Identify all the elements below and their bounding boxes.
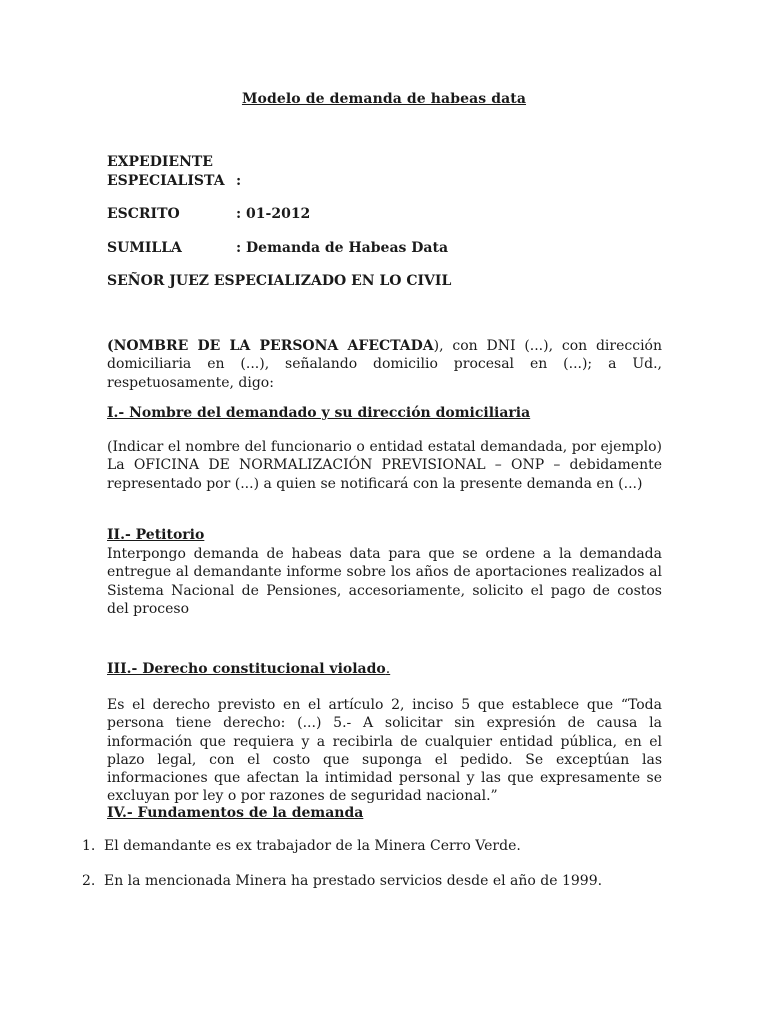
section-3-body: Es el derecho previsto en el artículo 2, inciso 5 que establece que “Toda persona tiene derecho: (...) 5.- A solicitar sin expresión de causa la información que requiera y a recibirla de cualquier entidad pública, en el plazo legal, con el costo que suponga el pedido. Se exceptúan las informaciones que afectan la intimidad personal y las que expresamente se excluyan por ley o por razones de seguridad nacional.” xyxy=(107,697,662,805)
field-value: : xyxy=(236,173,242,189)
section-4-heading: IV.- Fundamentos de la demanda xyxy=(107,805,364,821)
section-1-heading: I.- Nombre del demandado y su dirección domiciliaria xyxy=(107,405,531,421)
section-2-heading: II.- Petitorio xyxy=(107,527,205,543)
field-expediente xyxy=(107,154,236,170)
affected-person-name: (NOMBRE DE LA PERSONA AFECTADA xyxy=(107,338,434,354)
list-item-number: 2. xyxy=(82,873,96,889)
list-item xyxy=(82,873,602,889)
intro-text: ), con DNI (...), con dirección domiciliaria en (...), señalando domicilio procesal en (...); a Ud., respetuosamente, digo: xyxy=(107,338,662,391)
field-label: SUMILLA xyxy=(107,240,182,256)
field-label: ESCRITO xyxy=(107,206,180,222)
field-label: ESPECIALISTA xyxy=(107,173,225,189)
intro-paragraph xyxy=(107,337,662,392)
section-3-heading xyxy=(107,661,390,677)
list-item-text: El demandante es ex trabajador de la Minera Cerro Verde. xyxy=(104,838,521,854)
field-escrito xyxy=(107,206,310,222)
field-label: EXPEDIENTE xyxy=(107,154,213,170)
field-value: : 01-2012 xyxy=(236,206,311,222)
field-value: : Demanda de Habeas Data xyxy=(236,240,449,256)
field-especialista xyxy=(107,173,241,189)
section-3-heading-text: III.- Derecho constitucional violado xyxy=(107,661,386,677)
field-sumilla xyxy=(107,240,448,256)
section-3-heading-suffix: . xyxy=(385,661,391,677)
list-item-text: En la mencionada Minera ha prestado servicios desde el año de 1999. xyxy=(104,873,603,889)
section-1-body: (Indicar el nombre del funcionario o entidad estatal demandada, por ejemplo) La OFICINA DE NORMALIZACIÓN PREVISIONAL – ONP – debidamente representado por (...) a quien se notificará con la presente demanda en (...) xyxy=(107,439,662,492)
addressee: SEÑOR JUEZ ESPECIALIZADO EN LO CIVIL xyxy=(107,273,452,289)
document-title: Modelo de demanda de habeas data xyxy=(241,91,527,107)
section-2-body: Interpongo demanda de habeas data para que se ordene a la demandada entregue al demandante informe sobre los años de aportaciones realizados al Sistema Nacional de Pensiones, accesoriamente, solicito el pago de costos del proceso xyxy=(107,546,662,617)
list-item-number: 1. xyxy=(82,838,96,854)
list-item xyxy=(82,838,521,854)
